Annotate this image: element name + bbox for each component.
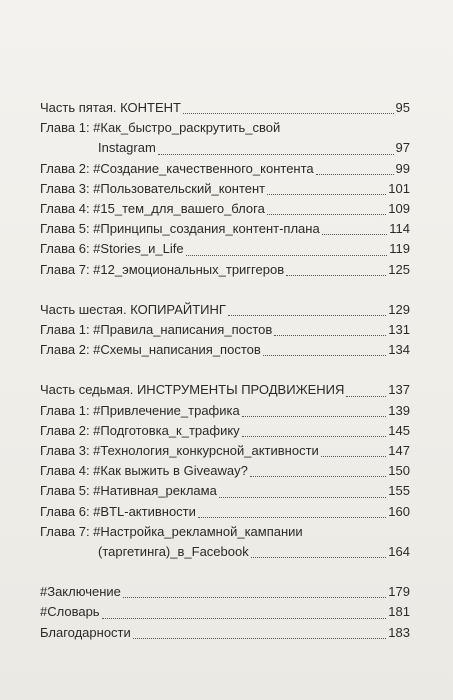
page-number: 119 [389, 241, 410, 257]
chapter-title: Глава 1: #Правила_написания_постов [40, 322, 273, 338]
dot-leader [250, 475, 386, 477]
dot-leader [183, 112, 394, 114]
page-number: 155 [388, 483, 410, 499]
page-number: 125 [388, 261, 410, 277]
page-number: 179 [388, 584, 410, 600]
page-number: 109 [388, 201, 410, 217]
page-number: 145 [388, 422, 410, 438]
dot-leader [263, 354, 387, 356]
page-number: 131 [388, 322, 410, 338]
chapter-title: Глава 7: #12_эмоциональных_триггеров [40, 261, 285, 277]
page-number: 101 [388, 180, 410, 196]
dot-leader [242, 415, 387, 417]
back-matter-entry[interactable] [40, 582, 410, 602]
chapter-entry[interactable] [40, 260, 410, 280]
dot-leader [321, 455, 387, 457]
chapter-title: Глава 1: #Привлечение_трафика [40, 402, 240, 418]
back-matter-title: #Словарь [40, 604, 100, 620]
chapter-title: Глава 5: #Принципы_создания_контент-плана [40, 221, 320, 237]
back-matter-title: #Заключение [40, 584, 121, 600]
dot-leader [346, 395, 386, 397]
page-number: 99 [395, 160, 410, 176]
page-number: 114 [389, 221, 410, 237]
chapter-entry[interactable] [40, 502, 410, 522]
chapter-entry[interactable] [40, 421, 410, 441]
chapter-title: Глава 4: #15_тем_для_вашего_блога [40, 201, 265, 217]
page-number: 164 [388, 544, 410, 560]
part-heading[interactable] [40, 300, 410, 320]
chapter-entry[interactable] [40, 461, 410, 481]
part-title: Часть седьмая. ИНСТРУМЕНТЫ ПРОДВИЖЕНИЯ [40, 382, 345, 398]
section-spacer [40, 280, 410, 300]
chapter-entry[interactable] [40, 320, 410, 340]
part-heading[interactable] [40, 98, 410, 118]
page-number: 181 [388, 604, 410, 620]
page-number: 139 [388, 402, 410, 418]
chapter-entry[interactable] [40, 481, 410, 501]
section-spacer [40, 360, 410, 380]
chapter-entry[interactable] [40, 159, 410, 179]
part-title: Часть шестая. КОПИРАЙТИНГ [40, 301, 226, 317]
dot-leader [251, 556, 387, 558]
back-matter-title: Благодарности [40, 624, 131, 640]
dot-leader [123, 596, 386, 598]
section-spacer [40, 562, 410, 582]
chapter-title: Глава 5: #Нативная_реклама [40, 483, 217, 499]
chapter-entry[interactable] [40, 441, 410, 461]
chapter-entry[interactable] [40, 199, 410, 219]
chapter-entry[interactable] [40, 219, 410, 239]
page-number: 183 [388, 624, 410, 640]
dot-leader [219, 496, 386, 498]
page-number: 95 [395, 100, 410, 115]
dot-leader [316, 173, 394, 175]
chapter-entry[interactable] [40, 340, 410, 360]
dot-leader [286, 274, 386, 276]
chapter-title-continued: Instagram [98, 140, 156, 156]
chapter-entry[interactable] [40, 522, 410, 562]
back-matter-entry[interactable] [40, 602, 410, 622]
page-number: 97 [395, 140, 410, 156]
dot-leader [274, 334, 386, 336]
chapter-entry[interactable] [40, 118, 410, 158]
chapter-title: Глава 2: #Создание_качественного_контента [40, 160, 314, 176]
back-matter-entry[interactable] [40, 623, 410, 643]
chapter-title: Глава 2: #Подготовка_к_трафику [40, 422, 240, 438]
dot-leader [158, 153, 394, 155]
dot-leader [102, 617, 387, 619]
chapter-entry[interactable] [40, 401, 410, 421]
dot-leader [242, 435, 387, 437]
table-of-contents [40, 98, 410, 643]
chapter-title: Глава 3: #Технология_конкурсной_активности [40, 443, 319, 459]
chapter-title: Глава 4: #Как выжить в Giveaway? [40, 463, 248, 479]
dot-leader [133, 637, 387, 639]
chapter-title: Глава 6: #BTL-активности [40, 503, 196, 519]
part-heading[interactable] [40, 380, 410, 400]
chapter-entry[interactable] [40, 179, 410, 199]
chapter-title: Глава 7: #Настройка_рекламной_кампании [40, 523, 303, 539]
chapter-title-continued: (таргетинга)_в_Facebook [98, 544, 249, 560]
page-number: 150 [388, 463, 410, 479]
chapter-title: Глава 1: #Как_быстро_раскрутить_свой [40, 120, 281, 136]
dot-leader [198, 516, 386, 518]
chapter-entry[interactable] [40, 239, 410, 259]
dot-leader [267, 213, 386, 215]
page-number: 129 [388, 301, 410, 317]
chapter-title: Глава 6: #Stories_и_Life [40, 241, 184, 257]
chapter-title: Глава 3: #Пользовательский_контент [40, 180, 266, 196]
page-number: 137 [388, 382, 410, 398]
part-title: Часть пятая. КОНТЕНТ [40, 100, 181, 115]
dot-leader [267, 193, 386, 195]
page-number: 147 [388, 443, 410, 459]
dot-leader [228, 314, 386, 316]
page-number: 134 [388, 342, 410, 358]
dot-leader [322, 233, 388, 235]
chapter-title: Глава 2: #Схемы_написания_постов [40, 342, 261, 358]
page-number: 160 [388, 503, 410, 519]
dot-leader [186, 254, 388, 256]
